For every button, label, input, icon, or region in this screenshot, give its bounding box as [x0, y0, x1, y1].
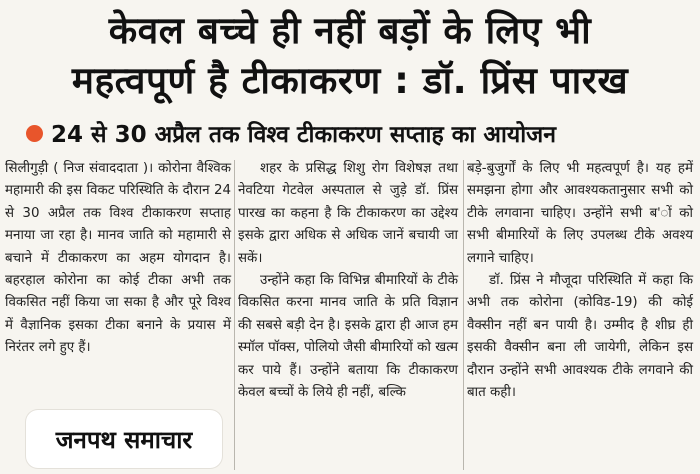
paragraph: शहर के प्रसिद्ध शिशु रोग विशेषज्ञ तथा नेवटिया गेटवेल अस्पताल से जुड़े डॉ. प्रिंस पारख का कहना है कि टीकाकरण का उद्देश्य इसके द्वारा अधिक से अधिक जानें बचायी जा सकें। [238, 161, 458, 266]
publication-name-badge [26, 410, 222, 468]
subheadline-text: 24 से 30 अप्रैल तक विश्व टीकाकरण सप्ताह का आयोजन [51, 122, 556, 148]
paragraph: सिलीगुड़ी ( निज संवाददाता )। कोरोना वैश्विक महामारी की इस विकट परिस्थिति के दौरान 24 से 30 अप्रैल तक विश्व टीकाकरण सप्ताह मनाया जा रहा है। मानव जाति को महामारी से बचाने में टीकाकरण का अहम योगदान है। बहरहाल कोरोना का कोई टीका अभी तक विकसित नहीं किया जा सका है और पूरे विश्व में वैज्ञानिक इसका टीका बनाने के प्रयास में निरंतर लगे हुए हैं। [5, 161, 231, 356]
article-column-1 [5, 158, 231, 360]
article-column-2 [238, 158, 458, 404]
paragraph: बड़े-बुजुर्गों के लिए भी महत्वपूर्ण है। यह हमें समझना होगा और आवश्यकतानुसार सभी को टीके लगवाना चाहिए। उन्होंने सभी ब'ों को सभी बीमारियों के लिए उपलब्ध टीके अवश्य लगाने चाहिए। [467, 161, 693, 266]
publication-name: जनपथ समाचार [55, 425, 193, 454]
headline-line-2: महत्वपूर्ण है टीकाकरण : डॉ. प्रिंस पारख [71, 59, 629, 102]
paragraph: डॉ. प्रिंस ने मौजूदा परिस्थिति में कहा कि अभी तक कोरोना (कोविड-19) की कोई वैक्सीन नहीं बन पायी है। उम्मीद है शीघ्र ही इसकी वैक्सीन बना ली जायेगी, लेकिन इस दौरान उन्होंने सभी आवश्यक टीके लगवाने की बात कही। [467, 273, 693, 401]
column-divider [234, 160, 235, 470]
column-divider [463, 160, 464, 470]
headline-line-1: केवल बच्चे ही नहीं बड़ों के लिए भी [108, 9, 592, 52]
bullet-dot-icon [26, 125, 43, 142]
subheadline [26, 120, 696, 150]
paragraph: उन्होंने कहा कि विभिन्न बीमारियों के टीके विकसित करना मानव जाति के प्रति विज्ञान की सबसे बड़ी देन है। इसके द्वारा ही आज हम स्मॉल पॉक्स, पोलियो जैसी बीमारियों को खत्म कर पाये हैं। उन्होंने बताया कि टीकाकरण केवल बच्चों के लिये ही नहीं, बल्कि [238, 273, 458, 401]
headline [0, 6, 700, 106]
article-column-3 [467, 158, 693, 404]
